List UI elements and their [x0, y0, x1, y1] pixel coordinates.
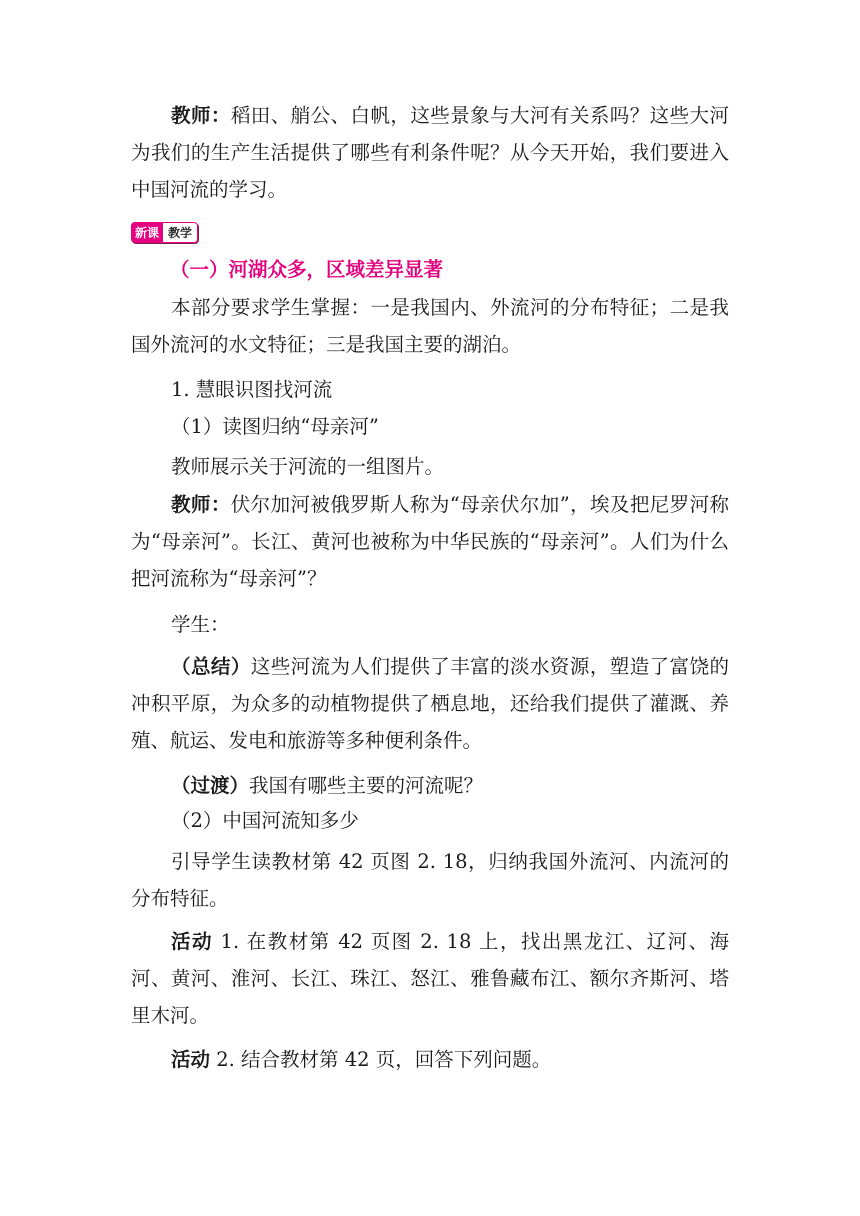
transition-label: （过渡）	[171, 774, 250, 797]
teacher-question-text: 伏尔加河被俄罗斯人称为“母亲伏尔加”，埃及把尼罗河称为“母亲河”。长江、黄河也被称为中华民族的“母亲河”。人们为什么把河流称为“母亲河”？	[131, 493, 729, 590]
badge-part2: 教学	[163, 222, 198, 243]
heading-1: 1. 慧眼识图找河流	[171, 378, 333, 401]
intro-speaker-label: 教师：	[171, 104, 231, 127]
transition-text: 我国有哪些主要的河流呢？	[249, 774, 484, 797]
teacher-question-paragraph	[131, 486, 729, 597]
subheading-1: （1）读图归纳“母亲河”	[171, 415, 379, 438]
new-lesson-badge	[131, 222, 198, 243]
activity-2-label: 活动	[171, 1048, 211, 1071]
teacher-label: 教师：	[171, 493, 231, 516]
activity-1-text: 1. 在教材第 42 页图 2. 18 上，找出黑龙江、辽河、海河、黄河、淮河、长江、珠江、怒江、雅鲁藏布江、额尔齐斯河、塔里木河。	[131, 930, 729, 1027]
guide-paragraph: 引导学生读教材第 42 页图 2. 18，归纳我国外流河、内流河的分布特征。	[131, 850, 729, 910]
objectives-paragraph: 本部分要求学生掌握：一是我国内、外流河的分布特征；二是我国外流河的水文特征；三是我国主要的湖泊。	[131, 296, 729, 356]
transition-paragraph	[131, 767, 729, 804]
activity-2-paragraph	[131, 1041, 729, 1078]
activity-1-paragraph	[131, 923, 729, 1034]
summary-label: （总结）	[171, 655, 251, 678]
badge-part1: 新课	[131, 222, 163, 243]
intro-paragraph	[131, 97, 729, 208]
intro-text: 稻田、艄公、白帆，这些景象与大河有关系吗？这些大河为我们的生产生活提供了哪些有利条件呢？从今天开始，我们要进入中国河流的学习。	[131, 104, 729, 201]
summary-paragraph	[131, 648, 729, 759]
summary-text: 这些河流为人们提供了丰富的淡水资源，塑造了富饶的冲积平原，为众多的动植物提供了栖息地，还给我们提供了灌溉、养殖、航运、发电和旅游等多种便利条件。	[131, 655, 729, 752]
section-title: （一）河湖众多，区域差异显著	[170, 258, 444, 281]
teacher-shows-paragraph: 教师展示关于河流的一组图片。	[171, 455, 445, 478]
activity-1-label: 活动	[171, 930, 213, 953]
activity-2-text: 2. 结合教材第 42 页，回答下列问题。	[210, 1048, 552, 1071]
student-paragraph: 学生：	[171, 613, 230, 636]
subheading-2: （2）中国河流知多少	[171, 809, 359, 832]
